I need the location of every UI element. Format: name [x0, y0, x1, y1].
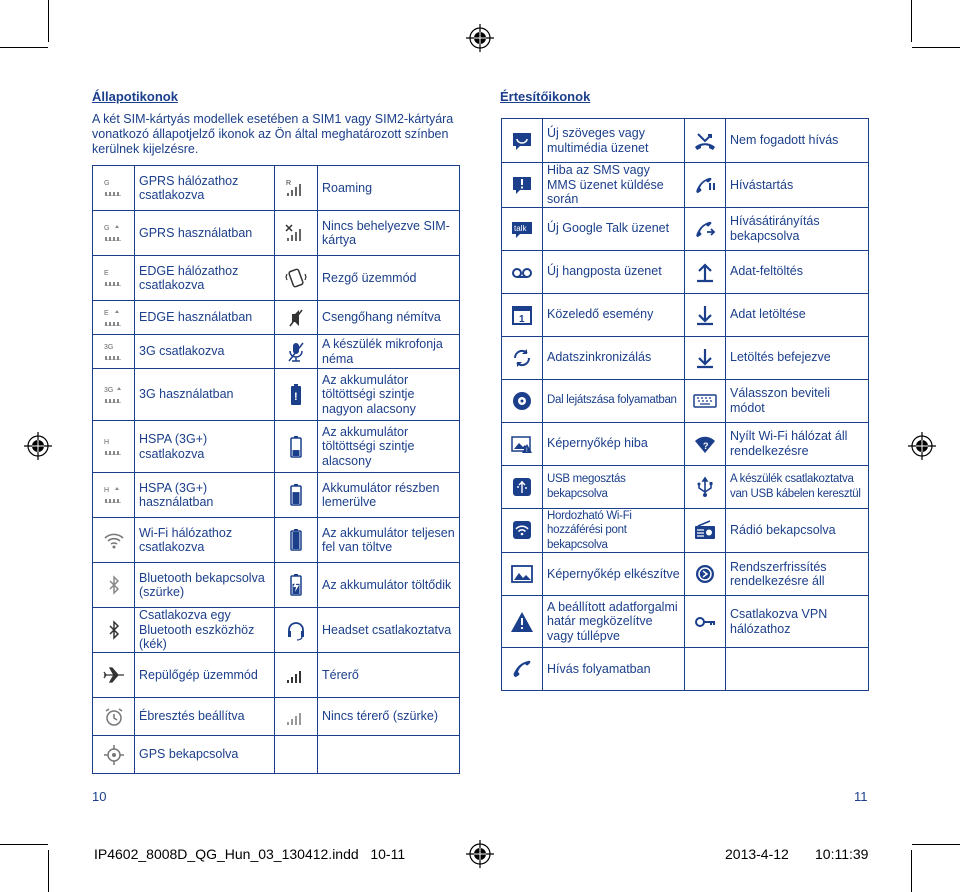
crop-mark	[48, 0, 49, 42]
icon-cell	[93, 335, 135, 369]
registration-mark-icon	[908, 432, 936, 460]
sync-icon	[510, 346, 534, 370]
description-cell	[135, 301, 275, 335]
icon-cell	[275, 211, 318, 256]
description-cell	[543, 336, 685, 379]
icon-cell	[275, 608, 318, 653]
svg-text:E: E	[103, 270, 109, 277]
icon-cell	[685, 508, 726, 553]
icon-description: EDGE használatban	[139, 310, 253, 325]
description-cell	[726, 596, 869, 648]
upload-icon	[693, 260, 717, 284]
talk-icon	[510, 217, 534, 241]
icon-cell	[502, 508, 543, 553]
call-forward-icon	[693, 217, 717, 241]
icon-description: Hívás folyamatban	[547, 661, 651, 676]
icon-cell	[685, 379, 726, 422]
voicemail-icon	[510, 260, 534, 284]
download-icon	[693, 303, 717, 327]
description-cell	[135, 335, 275, 369]
icon-cell	[685, 648, 726, 691]
icon-description: Dal lejátszása folyamatban	[547, 394, 677, 407]
description-cell	[543, 163, 685, 208]
icon-description: Adat-feltöltés	[730, 264, 803, 279]
radio-icon	[693, 518, 717, 542]
icon-cell	[502, 553, 543, 596]
description-cell	[318, 698, 460, 736]
hspa-connected-icon	[102, 435, 126, 459]
description-cell	[135, 473, 275, 518]
icon-cell	[502, 293, 543, 336]
signal-icon	[284, 663, 308, 687]
icon-cell	[685, 207, 726, 250]
description-cell	[318, 301, 460, 335]
icon-description: Új szöveges vagy multimédia üzenet	[547, 126, 649, 155]
icon-description: Csatlakozva VPN hálózathoz	[730, 607, 828, 636]
icon-description: Repülőgép üzemmód	[139, 667, 258, 682]
description-cell	[726, 207, 869, 250]
calendar-icon	[510, 303, 534, 327]
icon-cell	[685, 596, 726, 648]
icon-cell	[502, 250, 543, 293]
table-row	[93, 335, 460, 369]
3g-connected-icon	[102, 340, 126, 364]
sms-error-icon	[510, 173, 534, 197]
icon-description: Az akkumulátor töltődik	[322, 577, 452, 592]
icon-description: Térerő	[322, 667, 359, 682]
registration-mark-icon	[466, 840, 494, 868]
icon-cell	[502, 119, 543, 163]
icon-cell	[502, 336, 543, 379]
icon-description: Hordozható Wi-Fi hozzáférési pont bekapcsolva	[547, 509, 632, 551]
icon-description: Ébresztés beállítva	[139, 709, 245, 724]
screenshot-error-icon	[510, 432, 534, 456]
svg-text:G: G	[103, 180, 109, 187]
icon-cell	[685, 422, 726, 465]
gprs-in-use-icon	[102, 221, 126, 245]
description-cell	[318, 256, 460, 301]
icon-cell	[685, 336, 726, 379]
description-cell	[543, 465, 685, 508]
icon-description: Hívástartás	[730, 177, 794, 192]
icon-description: GPS bekapcsolva	[139, 747, 239, 762]
footer-filename: IP4602_8008D_QG_Hun_03_130412.indd 10-11	[94, 846, 406, 862]
icon-description: GPRS hálózathoz csatlakozva	[139, 173, 239, 202]
svg-text:3G: 3G	[103, 386, 113, 394]
icon-cell	[275, 518, 318, 563]
warning-icon	[510, 610, 534, 634]
description-cell	[135, 698, 275, 736]
description-cell	[726, 465, 869, 508]
icon-description: Rendszerfrissítés rendelkezésre áll	[730, 559, 827, 588]
description-cell	[135, 608, 275, 653]
icon-description: Képernyőkép hiba	[547, 436, 648, 451]
description-cell	[726, 379, 869, 422]
airplane-icon	[102, 663, 126, 687]
alarm-icon	[102, 705, 126, 729]
icon-cell	[502, 465, 543, 508]
icon-description: Bluetooth bekapcsolva (szürke)	[139, 570, 265, 599]
svg-text:talk: talk	[514, 223, 527, 233]
mic-muted-icon	[284, 340, 308, 364]
icon-description: Akkumulátor részben lemerülve	[322, 480, 440, 509]
description-cell	[135, 421, 275, 473]
description-cell	[726, 163, 869, 208]
description-cell	[726, 293, 869, 336]
icon-cell	[685, 553, 726, 596]
icon-description: GPRS használatban	[139, 225, 253, 240]
icon-cell	[502, 648, 543, 691]
description-cell	[726, 336, 869, 379]
icon-cell	[93, 563, 135, 608]
icon-description: Válasszon beviteli módot	[730, 386, 831, 415]
roaming-icon	[284, 176, 308, 200]
svg-text:E: E	[103, 309, 109, 317]
gps-icon	[102, 743, 126, 767]
description-cell	[135, 563, 275, 608]
table-row	[93, 473, 460, 518]
icon-description: Az akkumulátor töltöttségi szintje alacsony	[322, 424, 415, 468]
table-row	[93, 421, 460, 473]
description-cell	[318, 736, 460, 774]
call-in-progress-icon	[510, 657, 534, 681]
description-cell	[135, 736, 275, 774]
page-number-right: 11	[854, 789, 868, 804]
icon-cell	[93, 473, 135, 518]
description-cell	[135, 518, 275, 563]
hspa-in-use-icon	[102, 483, 126, 507]
table-row	[93, 563, 460, 608]
footer-time: 10:11:39	[815, 846, 869, 862]
table-row	[93, 369, 460, 421]
registration-mark-icon	[24, 432, 52, 460]
icon-cell	[275, 369, 318, 421]
notification-icons-heading: Értesítőikonok	[500, 89, 591, 104]
icon-cell	[275, 166, 318, 211]
icon-cell	[93, 518, 135, 563]
icon-description: Roaming	[322, 180, 373, 195]
keyboard-icon	[693, 389, 717, 413]
call-hold-icon	[693, 173, 717, 197]
page-number-left: 10	[92, 789, 107, 804]
icon-description: Hiba az SMS vagy MMS üzenet küldése során	[547, 163, 664, 206]
icon-description: Nincs térerő (szürke)	[322, 709, 438, 724]
icon-cell	[685, 465, 726, 508]
description-cell	[318, 473, 460, 518]
icon-cell	[685, 119, 726, 163]
description-cell	[543, 648, 685, 691]
icon-description: Letöltés befejezve	[730, 350, 831, 365]
icon-cell	[502, 422, 543, 465]
registration-mark-icon	[466, 24, 494, 52]
svg-text:R: R	[286, 180, 292, 187]
icon-cell	[275, 563, 318, 608]
icon-description: Az akkumulátor töltöttségi szintje nagyon alacsony	[322, 372, 416, 416]
icon-description: Headset csatlakoztatva	[322, 622, 452, 637]
description-cell	[318, 369, 460, 421]
description-cell	[135, 256, 275, 301]
icon-cell	[93, 653, 135, 698]
svg-text:H: H	[103, 438, 109, 446]
icon-description: Csengőhang némítva	[322, 310, 441, 325]
table-row	[502, 336, 869, 379]
description-cell	[543, 596, 685, 648]
status-icons-table	[92, 165, 460, 774]
edge-connected-icon	[102, 266, 126, 290]
crop-mark	[0, 844, 48, 845]
svg-text:1: 1	[519, 313, 525, 325]
table-row	[93, 518, 460, 563]
table-row	[93, 256, 460, 301]
table-row	[93, 211, 460, 256]
download-done-icon	[693, 346, 717, 370]
icon-description: Nyílt Wi-Fi hálózat áll rendelkezésre	[730, 429, 848, 458]
icon-cell	[93, 736, 135, 774]
footer-date: 2013-4-12	[725, 846, 789, 862]
ringer-muted-icon	[284, 306, 308, 330]
icon-cell	[275, 736, 318, 774]
crop-mark	[48, 850, 49, 892]
description-cell	[318, 211, 460, 256]
description-cell	[543, 293, 685, 336]
icon-description: Új Google Talk üzenet	[547, 221, 670, 236]
no-sim-icon	[284, 221, 308, 245]
description-cell	[726, 553, 869, 596]
icon-description: HSPA (3G+) használatban	[139, 480, 214, 509]
table-row	[502, 293, 869, 336]
vpn-key-icon	[693, 610, 717, 634]
description-cell	[543, 119, 685, 163]
icon-description: Adatszinkronizálás	[547, 350, 652, 365]
icon-cell	[93, 211, 135, 256]
table-row	[93, 301, 460, 335]
battery-charging-icon	[284, 573, 308, 597]
icon-description: 3G csatlakozva	[139, 344, 225, 359]
screenshot-icon	[510, 562, 534, 586]
icon-description: Hívásátirányítás bekapcsolva	[730, 214, 820, 243]
icon-cell	[502, 207, 543, 250]
icon-description: A beállított adatforgalmi határ megközelítve vagy túllépve	[547, 599, 678, 643]
icon-description: Rádió bekapcsolva	[730, 523, 836, 537]
svg-text:H: H	[103, 487, 109, 494]
svg-text:G: G	[103, 225, 109, 232]
icon-description: Közeledő esemény	[547, 307, 654, 322]
description-cell	[726, 250, 869, 293]
table-row	[502, 648, 869, 691]
no-signal-icon	[284, 705, 308, 729]
crop-mark	[912, 844, 960, 845]
icon-cell	[93, 608, 135, 653]
wifi-connected-icon	[102, 528, 126, 552]
svg-text:!: !	[294, 390, 298, 403]
table-row	[93, 653, 460, 698]
description-cell	[318, 608, 460, 653]
table-row	[502, 508, 869, 553]
table-row	[93, 608, 460, 653]
icon-cell	[275, 698, 318, 736]
description-cell	[726, 648, 869, 691]
crop-mark	[911, 850, 912, 892]
usb-icon	[693, 475, 717, 499]
svg-text:?: ?	[703, 440, 709, 451]
icon-description: Wi-Fi hálózathoz csatlakozva	[139, 525, 233, 554]
icon-cell	[685, 293, 726, 336]
table-row	[502, 207, 869, 250]
missed-call-icon	[693, 129, 717, 153]
svg-text:3G: 3G	[103, 343, 113, 351]
svg-text:!: !	[526, 447, 528, 454]
table-row	[502, 422, 869, 465]
icon-description: Adat letöltése	[730, 307, 806, 322]
icon-description: A készülék mikrofonja néma	[322, 337, 443, 366]
description-cell	[318, 421, 460, 473]
icon-description: USB megosztás bekapcsolva	[547, 473, 626, 500]
description-cell	[318, 518, 460, 563]
message-icon	[510, 129, 534, 153]
bluetooth-blue-icon	[102, 618, 126, 642]
icon-description: Rezgő üzemmód	[322, 270, 417, 285]
description-cell	[318, 563, 460, 608]
icon-cell	[275, 473, 318, 518]
icon-description: Új hangposta üzenet	[547, 264, 662, 279]
icon-description: Képernyőkép elkészítve	[547, 566, 680, 581]
music-icon	[510, 389, 534, 413]
icon-cell	[93, 421, 135, 473]
table-row	[502, 250, 869, 293]
description-cell	[543, 422, 685, 465]
icon-cell	[275, 653, 318, 698]
icon-cell	[275, 301, 318, 335]
icon-cell	[93, 369, 135, 421]
description-cell	[135, 166, 275, 211]
description-cell	[543, 508, 685, 553]
battery-partial-icon	[284, 483, 308, 507]
vibrate-icon	[284, 266, 308, 290]
description-cell	[135, 211, 275, 256]
icon-cell	[93, 166, 135, 211]
table-row	[93, 698, 460, 736]
icon-cell	[93, 301, 135, 335]
status-icons-intro: A két SIM-kártyás modellek esetében a SIM1 vagy SIM2-kártyára vonatkozó állapotjelző ikonok az Ön által meghatározott színben kerülnek kijelzésre.	[92, 112, 454, 156]
description-cell	[543, 250, 685, 293]
3g-in-use-icon	[102, 383, 126, 407]
table-row	[93, 166, 460, 211]
crop-mark	[911, 0, 912, 42]
table-row	[93, 736, 460, 774]
edge-in-use-icon	[102, 306, 126, 330]
icon-description: HSPA (3G+) csatlakozva	[139, 432, 208, 461]
description-cell	[543, 379, 685, 422]
table-row	[502, 163, 869, 208]
icon-cell	[275, 335, 318, 369]
icon-cell	[93, 256, 135, 301]
icon-description: Az akkumulátor teljesen fel van töltve	[322, 525, 455, 554]
system-update-icon	[693, 562, 717, 586]
description-cell	[543, 553, 685, 596]
hotspot-icon	[510, 518, 534, 542]
icon-description: Csatlakozva egy Bluetooth eszközhöz (kék)	[139, 608, 255, 652]
table-row	[502, 465, 869, 508]
description-cell	[135, 369, 275, 421]
icon-cell	[502, 379, 543, 422]
description-cell	[318, 335, 460, 369]
crop-mark	[912, 47, 960, 48]
battery-low-icon	[284, 435, 308, 459]
icon-description: EDGE hálózathoz csatlakozva	[139, 263, 239, 292]
gprs-connected-icon	[102, 176, 126, 200]
icon-cell	[93, 698, 135, 736]
description-cell	[726, 119, 869, 163]
description-cell	[135, 653, 275, 698]
table-row	[502, 553, 869, 596]
battery-very-low-icon	[284, 383, 308, 407]
icon-cell	[685, 163, 726, 208]
icon-description: 3G használatban	[139, 387, 234, 402]
description-cell	[543, 207, 685, 250]
bluetooth-grey-icon	[102, 573, 126, 597]
usb-tether-icon	[510, 475, 534, 499]
headset-icon	[284, 618, 308, 642]
table-row	[502, 379, 869, 422]
description-cell	[726, 422, 869, 465]
crop-mark	[0, 47, 48, 48]
status-icons-heading: Állapotikonok	[92, 89, 178, 104]
icon-description: Nincs behelyezve SIM-kártya	[322, 218, 450, 247]
wifi-open-icon	[693, 432, 717, 456]
table-row	[502, 119, 869, 163]
icon-description: A készülék csatlakoztatva van USB kábelen keresztül	[730, 473, 861, 500]
icon-description: Nem fogadott hívás	[730, 133, 839, 148]
battery-full-icon	[284, 528, 308, 552]
table-row	[502, 596, 869, 648]
description-cell	[318, 166, 460, 211]
icon-cell	[502, 163, 543, 208]
icon-cell	[275, 256, 318, 301]
description-cell	[318, 653, 460, 698]
icon-cell	[502, 596, 543, 648]
description-cell	[726, 508, 869, 553]
notification-icons-table	[501, 118, 869, 691]
icon-cell	[275, 421, 318, 473]
icon-cell	[685, 250, 726, 293]
